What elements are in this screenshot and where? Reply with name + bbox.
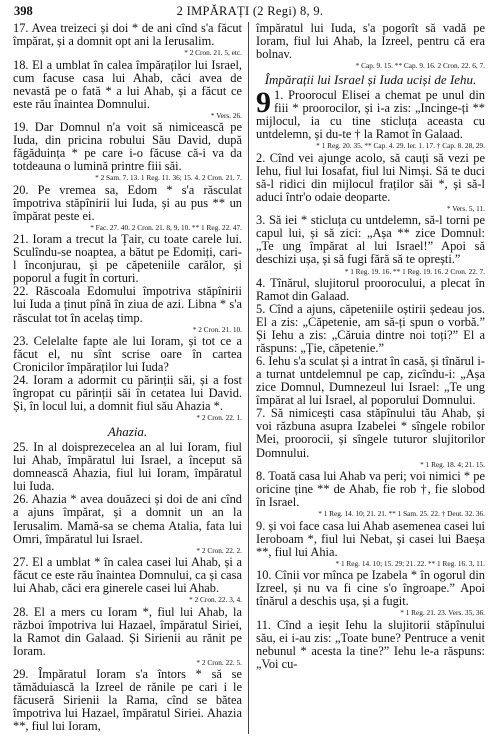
running-title: 2 IMPĂRAȚI (2 Regi) 8, 9. bbox=[176, 4, 324, 18]
verse-10: 10. Cînii vor mînca pe Izabela * în ogorul din Izreel, și nu va fi cine s'o îngroape.” Apoi tînărul a deschis ușa, și a fugit. bbox=[256, 568, 485, 609]
verse-7: 7. Să nimicești casa stăpînului tău Ahab, și voi răzbuna asupra Izabelei * sîngele robilor Mei, proorocii, și sîngele tuturor slujitorilor Domnului. bbox=[256, 406, 485, 460]
verse-29-continued: împăratul lui Iuda, s'a pogorît să vadă pe Ioram, fiul lui Ahab, la Izreel, pentru că era bolnav. bbox=[256, 21, 485, 62]
section-heading: Ahazia. bbox=[107, 423, 148, 439]
cross-reference: * Vers. 26. bbox=[210, 110, 242, 120]
verse-11: 11. Cînd a ieșit Iehu la slujitorii stăpînului său, ei i-au zis: „Toate bune? Pentruce a venit nebunul * acesta la tine?” Iehu le-a răspuns: „Voi cu- bbox=[256, 617, 485, 671]
verse-20: 20. Pe vremea sa, Edom * s'a răsculat împotriva stăpînirii lui Iuda, și au pus ** un împărat peste ei. bbox=[13, 182, 242, 223]
verse-21: 21. Ioram a trecut la Țair, cu toate carele lui. Sculîndu-se noaptea, a bătut pe Edomiți, cari-l înconjurau, și pe căpeteniile carălor, și poporul a fugit în corturi. bbox=[13, 232, 242, 286]
cross-reference: * Fac. 27. 40. 2 Cron. 21. 8, 9, 10. ** 1 Reg. 22. 47. bbox=[90, 222, 242, 232]
verse-5: 5. Cînd a ajuns, căpeteniile oștirii ședeau jos. El a zis: „Căpetenie, am să-ți spun o vorbă.” Și Iehu a zis: „Căruia dintre noi toți?” El a răspuns: „Ție, căpetenie.” bbox=[256, 302, 485, 356]
cross-reference: * 2 Cron. 22. 2. bbox=[196, 545, 242, 555]
verse-18: 18. El a umblat în calea împăraților lui Israel, cum facuse casa lui Ahab, căci avea de nevastă pe o fată * a lui Ahab, și a făcut ce este rău înaintea Domnului. bbox=[13, 57, 242, 111]
verse-25: 25. In al doisprezecelea an al lui Ioram, fiul lui Ahab, împăratul lui Israel, a început să domnească Ahazia, fiul lui Ioram, împăratul lui Iuda. bbox=[13, 440, 242, 494]
left-column bbox=[13, 22, 242, 733]
chapter-heading: Împărații lui Israel și Iuda uciși de Iehu. bbox=[264, 71, 477, 87]
cross-reference: * Cap. 9. 15. ** Cap. 9. 16. 2 Cron. 22. 6, 7. bbox=[355, 61, 485, 71]
cross-reference: * 1 Reg. 20. 35. ** Cap. 4. 29. Ier. 1. 17. † Cap. 8. 28, 29. bbox=[316, 141, 485, 151]
verse-6: 6. Iehu s'a sculat și a intrat în casă, și tînărul i-a turnat untdelemnul pe cap, zicîndu-i: „Așa zice Domnul, Dumnezeul lui Israel: „Te ung împărat al lui Israel, al poporului Domnului. bbox=[256, 354, 485, 408]
cross-reference: * 1 Reg. 18. 4; 21. 15. bbox=[420, 459, 485, 469]
cross-reference: * 2 Cron. 21. 10. bbox=[192, 324, 242, 334]
verse-3: 3. Să iei * sticluța cu untdelemn, să-l torni pe capul lui, și să zici: „Așa ** zice Domnul: „Te ung împărat al lui Israel!” Apoi să deschizi ușa, și să fugi fără să te oprești.” bbox=[256, 213, 485, 267]
right-column bbox=[256, 22, 485, 671]
cross-reference: * 2 Sam. 7. 13. 1 Reg. 11. 36; 15. 4. 2 Cron. 21. 7. bbox=[95, 173, 242, 183]
cross-reference: * 2 Cron. 22. 5. bbox=[196, 657, 242, 667]
cross-reference: * Vers. 5, 11. bbox=[446, 203, 485, 213]
verse-17: 17. Avea treizeci și doi * de ani cînd s'a făcut împărat, și a domnit opt ani la Ierusalim. bbox=[13, 21, 242, 49]
cross-reference: * 2 Cron. 22. 1. bbox=[196, 413, 242, 423]
verse-29: 29. Împăratul Ioram s'a întors * să se tămăduiască la Izreel de rănile pe cari i le făcuseră Sirienii la Rama, cînd se bătea împotriva lui Hazael, împăratul Siriei. Ahazia **, fiul lui Ioram, bbox=[13, 667, 242, 734]
cross-reference: * 1 Reg. 14. 10; 21. 21. ** 1 Sam. 25. 22. † Deut. 32. 36. bbox=[318, 509, 485, 519]
verse-8: 8. Toată casa lui Ahab va peri; voi nimici * pe oricine ține ** de Ahab, fie rob †, fie slobod în Israel. bbox=[256, 468, 485, 510]
verse-1 bbox=[256, 86, 485, 142]
cross-reference: * 1 Reg. 14. 10; 15. 29; 21. 22. ** 1 Reg. 16. 3, 11. bbox=[335, 558, 485, 568]
verse-4: 4. Tînărul, slujitorul proorocului, a plecat în Ramot din Galaad. bbox=[256, 275, 485, 303]
cross-reference: * 1 Reg. 21. 23. Vers. 35, 36. bbox=[400, 608, 485, 618]
verse-26: 26. Ahazia * avea douăzeci și doi de ani cînd a ajuns împărat, și a domnit un an la Ierusalim. Mamă-sa se chema Atalia, fata lui Omri, împăratul lui Israel. bbox=[13, 492, 242, 546]
verse-19: 19. Dar Domnul n'a voit să nimicească pe Iuda, din pricina robului Său David, după făgăduința * pe care i-o făcuse că-i va da totdeauna o lumină printre fiii săi. bbox=[13, 120, 242, 174]
verse-1-text: 1. Proorocul Elisei a chemat pe unul din fiii * proorocilor, și i-a zis: „Incinge-ți ** mijlocul, ia cu tine sticluța aceasta cu untdelemn, și du-te † la Ramot în Galaad. bbox=[256, 88, 485, 142]
verse-24: 24. Ioram a adormit cu părinții săi, și a fost îngropat cu părinții săi în cetatea lui David. Și, în locul lui, a domnit fiul său Ahazia *. bbox=[13, 373, 242, 414]
verse-23: 23. Celelalte fapte ale lui Ioram, și tot ce a făcut el, nu sînt scrise oare în cartea Cronicilor împăraților lui Iuda? bbox=[13, 333, 242, 375]
page-number: 398 bbox=[14, 4, 33, 18]
verse-28: 28. El a mers cu Ioram *, fiul lui Ahab, la război împotriva lui Hazael, împăratul Siriei, la Ramot din Galaad. Și Sirienii au rănit pe Ioram. bbox=[13, 604, 242, 658]
verse-9: 9. și voi face casa lui Ahab asemenea casei lui Ieroboam *, fiul lui Nebat, și casei lui Baeșa **, fiul lui Ahia. bbox=[256, 518, 485, 559]
column-divider bbox=[248, 22, 249, 734]
page-header bbox=[14, 4, 486, 20]
chapter-number: 9 bbox=[256, 86, 271, 120]
cross-reference: * 2 Cron. 21. 5, etc. bbox=[184, 48, 242, 58]
verse-27: 27. El a umblat * în calea casei lui Ahab, și a făcut ce este rău înaintea Domnului, ca și casa lui Ahab, căci era ginerele casei lui Ahab. bbox=[13, 555, 242, 596]
verse-2: 2. Cînd vei ajunge acolo, să cauți să vezi pe Iehu, fiul lui Iosafat, fiul lui Nimși. Să te duci să-l ridici din mijlocul fraților săi *, și să-l aduci într'o odaie deoparte. bbox=[256, 150, 485, 204]
cross-reference: * 2 Cron. 22. 3, 4. bbox=[189, 595, 242, 605]
verse-22: 22. Răscoala Edomului împotriva stăpînirii lui Iuda a ținut pînă în ziua de azi. Libna * s'a răsculat tot în acelaș timp. bbox=[13, 284, 242, 325]
cross-reference: * 1 Reg. 19. 16. ** 1 Reg. 19. 16. 2 Cron. 22. 7. bbox=[344, 266, 485, 276]
